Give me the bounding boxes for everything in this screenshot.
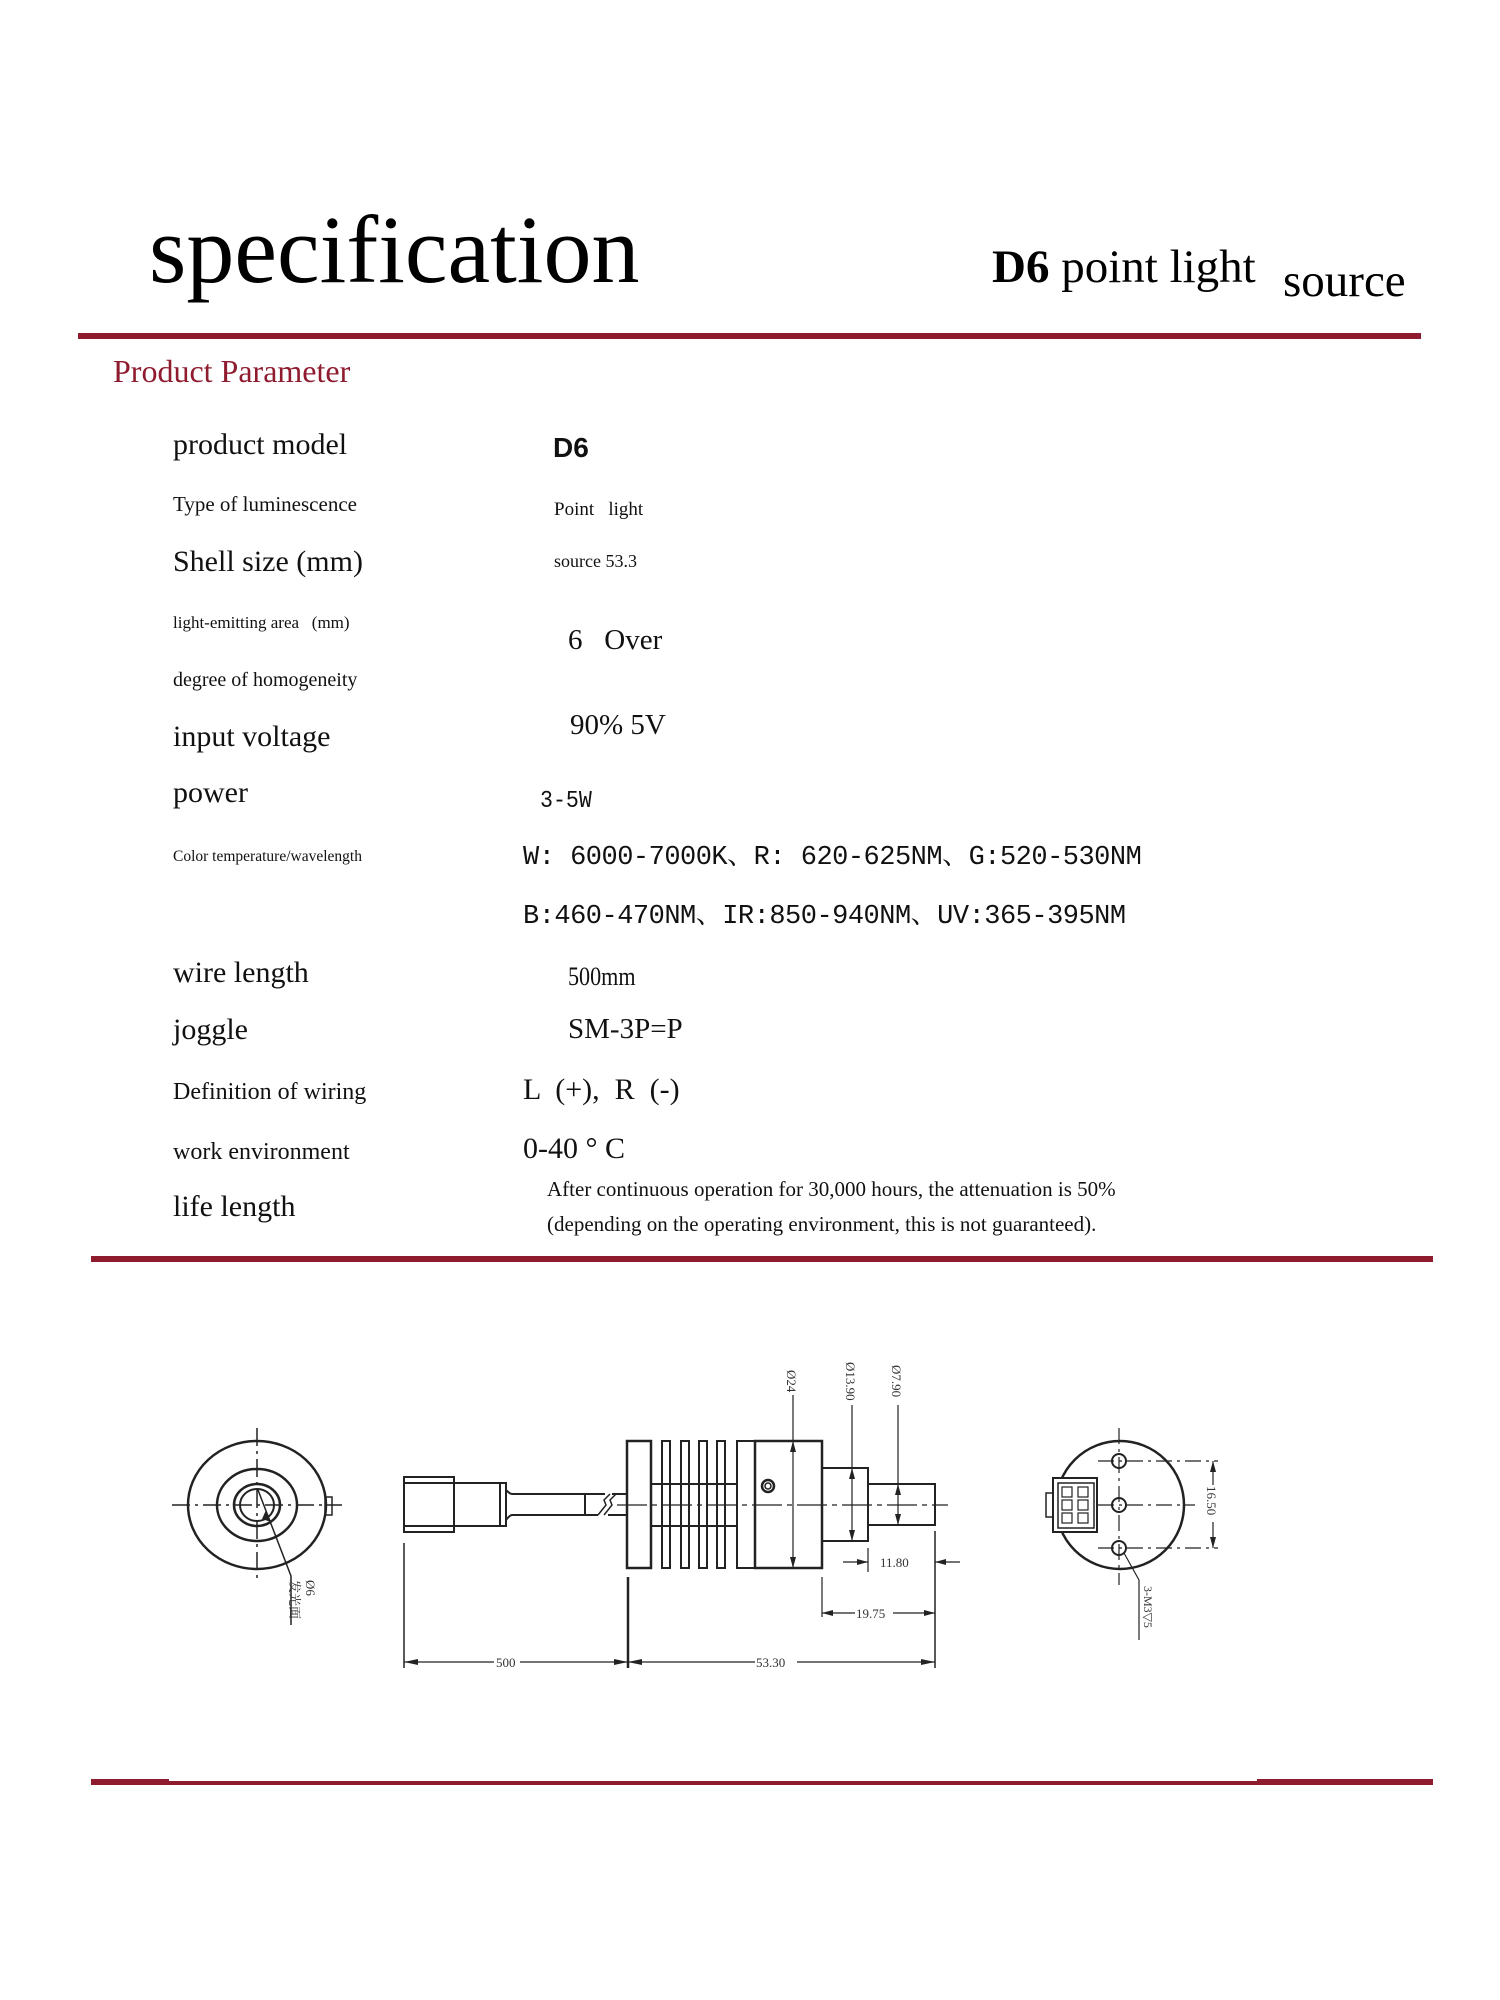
param-label-wiring-definition: Definition of wiring xyxy=(173,1079,367,1105)
param-value-shell-size: source 53.3 xyxy=(554,551,637,571)
param-value-wiring-definition: L (+), R (-) xyxy=(523,1073,680,1106)
param-label-wire-length: wire length xyxy=(173,956,309,989)
footer-divider-right-accent xyxy=(1257,1779,1433,1785)
param-label-joggle: joggle xyxy=(173,1013,248,1046)
rear-view xyxy=(1046,1428,1219,1640)
param-value-product-model: D6 xyxy=(553,432,589,463)
param-label-life-length: life length xyxy=(173,1190,296,1223)
param-label-emitting-area: light-emitting area (mm) xyxy=(173,613,350,632)
param-value-luminescence-type: Point light xyxy=(554,499,644,520)
param-label-homogeneity: degree of homogeneity xyxy=(173,669,358,691)
section-title: Product Parameter xyxy=(113,353,351,389)
dim-hole-spacing: 16.50 xyxy=(1204,1486,1219,1516)
dim-step-length: 19.75 xyxy=(856,1606,886,1621)
param-value-work-environment: 0-40 ° C xyxy=(523,1132,625,1165)
product-code: D6 xyxy=(992,241,1050,293)
dim-step-diameter: Ø13.90 xyxy=(843,1362,858,1401)
param-label-color-temperature: Color temperature/wavelength xyxy=(173,848,362,865)
product-name: point light xyxy=(1061,241,1256,293)
param-value-color-temperature: W: 6000-7000K、R: 620-625NM、G:520-530NM xyxy=(523,843,1142,873)
front-emitting-face-note: 发光面 xyxy=(287,1580,302,1620)
param-value-joggle: SM-3P=P xyxy=(568,1013,683,1045)
page-title: specification xyxy=(149,196,640,303)
param-value-life-length-note: (depending on the operating environment, this is not guaranteed). xyxy=(547,1212,1097,1236)
dim-body-length: 53.30 xyxy=(756,1655,786,1670)
param-label-work-environment: work environment xyxy=(173,1139,350,1165)
param-value-life-length: After continuous operation for 30,000 hours, the attenuation is 50% xyxy=(547,1177,1116,1201)
dim-hole-spec: 3-M3▽5 xyxy=(1141,1586,1155,1628)
table-divider xyxy=(91,1256,1433,1262)
dim-body-diameter: Ø24 xyxy=(784,1370,799,1393)
param-value-wire-length: 500mm xyxy=(568,962,636,991)
param-label-product-model: product model xyxy=(173,428,348,461)
product-heading xyxy=(992,241,1256,293)
footer-divider xyxy=(169,1781,1257,1785)
header-divider xyxy=(78,333,1421,339)
front-diameter-label: Ø6 xyxy=(303,1580,318,1596)
param-value-power: 3-5W xyxy=(540,788,592,815)
emitting-face-label xyxy=(287,1580,318,1619)
param-value-emitting-area: 6 Over xyxy=(568,624,663,656)
dim-nozzle-length: 11.80 xyxy=(880,1555,909,1570)
param-label-input-voltage: input voltage xyxy=(173,720,331,753)
param-label-power: power xyxy=(173,776,248,809)
param-value-input-voltage: 90% 5V xyxy=(570,709,666,741)
front-view xyxy=(172,1428,342,1625)
side-view xyxy=(404,1362,960,1670)
dim-nozzle-diameter: Ø7.90 xyxy=(889,1365,904,1398)
param-label-luminescence-type: Type of luminescence xyxy=(173,492,357,516)
dim-wire-length: 500 xyxy=(496,1655,516,1670)
product-name-suffix: source xyxy=(1283,255,1406,307)
param-value-wavelength-line2: B:460-470NM、IR:850-940NM、UV:365-395NM xyxy=(523,902,1126,932)
dimension-drawing xyxy=(0,1330,1500,1700)
param-label-shell-size: Shell size (mm) xyxy=(173,545,363,578)
footer-divider-left-accent xyxy=(91,1779,169,1785)
